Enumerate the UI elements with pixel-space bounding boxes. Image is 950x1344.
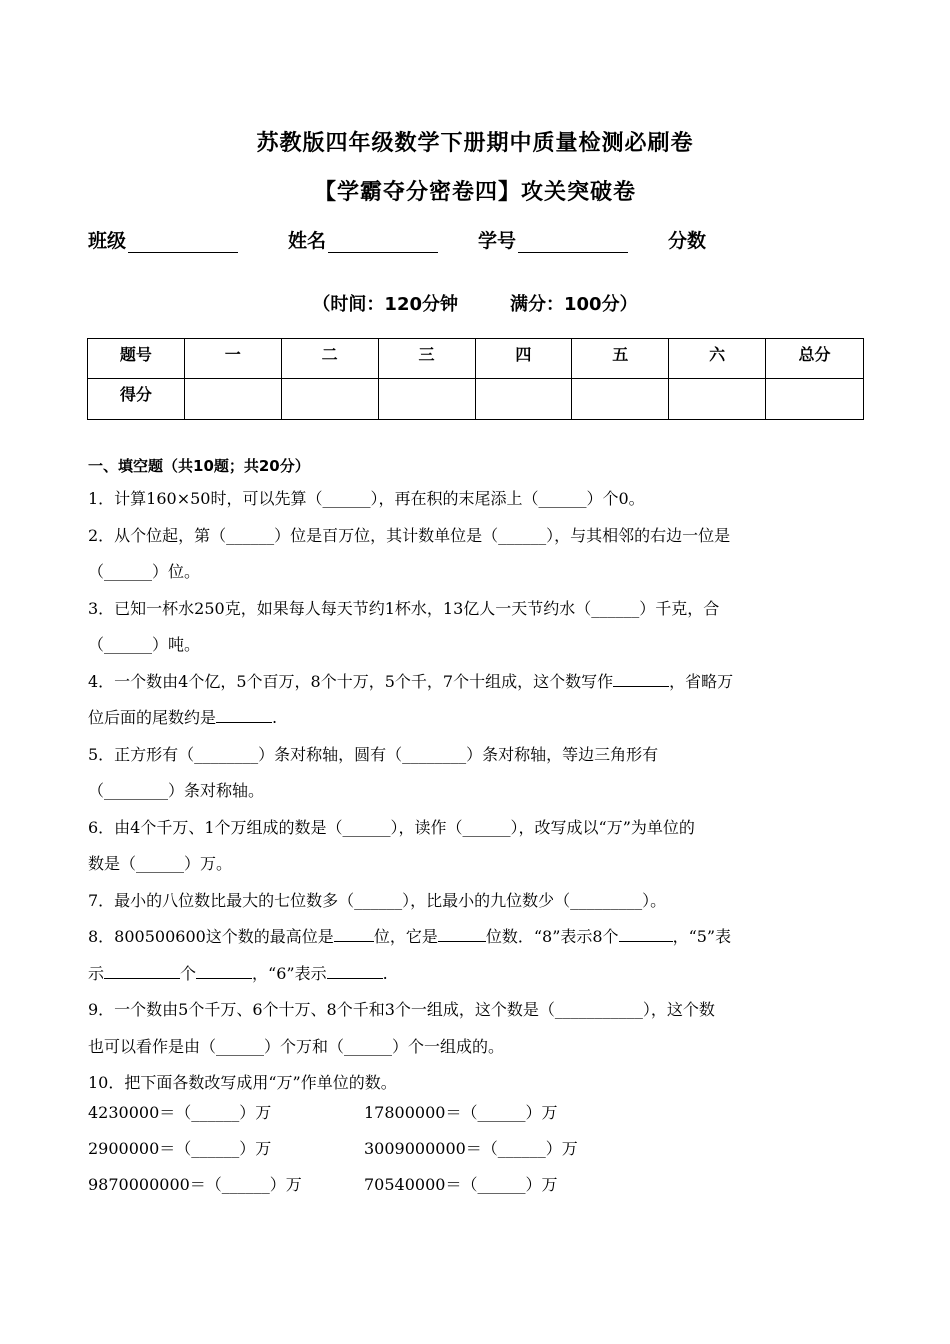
question-6-line-1: 6．由4个千万、1个万组成的数是（______），读作（______），改写成以“万”为单位的 <box>88 818 695 837</box>
score-table-header-cell: 题号 <box>88 339 185 379</box>
conversion-item: 3009000000＝（______）万 <box>364 1139 578 1158</box>
q8-text-b: 位，它是 <box>373 927 438 946</box>
class-blank[interactable] <box>128 232 238 253</box>
score-cell[interactable] <box>281 379 378 420</box>
score-cell[interactable] <box>669 379 766 420</box>
score-table-header-row <box>88 339 864 379</box>
score-table-header-cell: 五 <box>572 339 669 379</box>
q4-text-d: . <box>272 708 278 727</box>
conversion-item: 70540000＝（______）万 <box>364 1175 558 1194</box>
q8-blank-1[interactable] <box>334 923 374 942</box>
conversion-item: 4230000＝（______）万 <box>88 1103 272 1122</box>
conversion-item: 17800000＝（______）万 <box>364 1103 558 1122</box>
q4-blank-2[interactable] <box>216 704 272 723</box>
question-2-line-2: （______）位。 <box>88 562 201 581</box>
score-table-score-row <box>88 379 864 420</box>
score-table-header-cell: 总分 <box>766 339 864 379</box>
question-6-line-2: 数是（______）万。 <box>88 854 233 873</box>
score-table-header-cell: 一 <box>184 339 281 379</box>
exam-title: 苏教版四年级数学下册期中质量检测必刷卷 <box>256 131 694 156</box>
question-5-line-1: 5．正方形有（________）条对称轴，圆有（________）条对称轴，等边三角形有 <box>88 745 659 764</box>
question-3-line-2: （______）吨。 <box>88 635 201 654</box>
score-label: 分数 <box>668 230 707 252</box>
score-cell[interactable] <box>378 379 475 420</box>
time-info <box>0 290 950 316</box>
score-cell[interactable] <box>766 379 864 420</box>
q8-text-c: 位数．“8”表示8个 <box>485 927 619 946</box>
score-table-header-cell: 六 <box>669 339 766 379</box>
question-8-line-2 <box>88 955 864 992</box>
exam-subtitle: 【学霸夺分密卷四】攻关突破卷 <box>313 180 636 205</box>
question-9-line-1: 9．一个数由5个千万、6个十万、8个千和3个一组成，这个数是（___________），这个数 <box>88 1000 715 1019</box>
question-1: 1．计算160×50时，可以先算（______），再在积的末尾添上（______）个0。 <box>88 489 645 508</box>
q8-blank-6[interactable] <box>327 960 383 979</box>
question-10: 10．把下面各数改写成用“万”作单位的数。 <box>88 1073 397 1092</box>
conversion-item: 9870000000＝（______）万 <box>88 1175 302 1194</box>
score-cell[interactable] <box>475 379 572 420</box>
q4-text-b: ，省略万 <box>669 672 734 691</box>
class-label: 班级 <box>88 230 127 252</box>
score-row-label: 得分 <box>88 379 185 420</box>
q8-text-g: ，“6”表示 <box>252 964 327 983</box>
conversion-item: 2900000＝（______）万 <box>88 1139 272 1158</box>
q8-text-f: 个 <box>180 964 197 983</box>
q8-text-d: ，“5”表 <box>672 927 732 946</box>
name-field <box>288 226 438 253</box>
student-id-blank[interactable] <box>518 232 628 253</box>
q4-blank-1[interactable] <box>613 668 669 687</box>
name-blank[interactable] <box>328 232 438 253</box>
class-field <box>88 226 238 253</box>
student-id-label: 学号 <box>478 230 517 252</box>
section-title: 一、填空题（共10题；共20分） <box>88 457 310 475</box>
q8-blank-2[interactable] <box>438 923 486 942</box>
q8-blank-5[interactable] <box>196 960 252 979</box>
full-score: 满分：100分） <box>510 294 638 315</box>
question-3-line-1: 3．已知一杯水250克，如果每人每天节约1杯水，13亿人一天节约水（______）千克，合 <box>88 599 720 618</box>
score-cell[interactable] <box>184 379 281 420</box>
score-cell[interactable] <box>572 379 669 420</box>
question-4-line-1 <box>88 663 864 700</box>
q8-text-a: 8．800500600这个数的最高位是 <box>88 927 334 946</box>
question-5-line-2: （________）条对称轴。 <box>88 781 265 800</box>
score-field <box>668 226 706 253</box>
question-8-line-1 <box>88 918 864 955</box>
question-9-line-2: 也可以看作是由（______）个万和（______）个一组成的。 <box>88 1037 505 1056</box>
q8-blank-3[interactable] <box>619 923 673 942</box>
score-table-header-cell: 二 <box>281 339 378 379</box>
q8-text-e: 示 <box>88 964 105 983</box>
score-table-header-cell: 三 <box>378 339 475 379</box>
question-4-line-2 <box>88 699 864 736</box>
question-2-line-1: 2．从个位起，第（______）位是百万位，其计数单位是（______），与其相邻的右边一位是 <box>88 526 731 545</box>
student-id-field <box>478 226 628 253</box>
q8-blank-4[interactable] <box>104 960 180 979</box>
score-table-header-cell: 四 <box>475 339 572 379</box>
question-7: 7．最小的八位数比最大的七位数多（______），比最小的九位数少（_________）。 <box>88 891 667 910</box>
score-table <box>87 338 864 420</box>
time-duration: （时间：120分钟 <box>312 294 458 315</box>
q4-text-c: 位后面的尾数约是 <box>88 708 217 727</box>
q4-text-a: 4．一个数由4个亿，5个百万，8个十万，5个千，7个十组成，这个数写作 <box>88 672 614 691</box>
name-label: 姓名 <box>288 230 327 252</box>
q8-text-h: . <box>382 964 388 983</box>
